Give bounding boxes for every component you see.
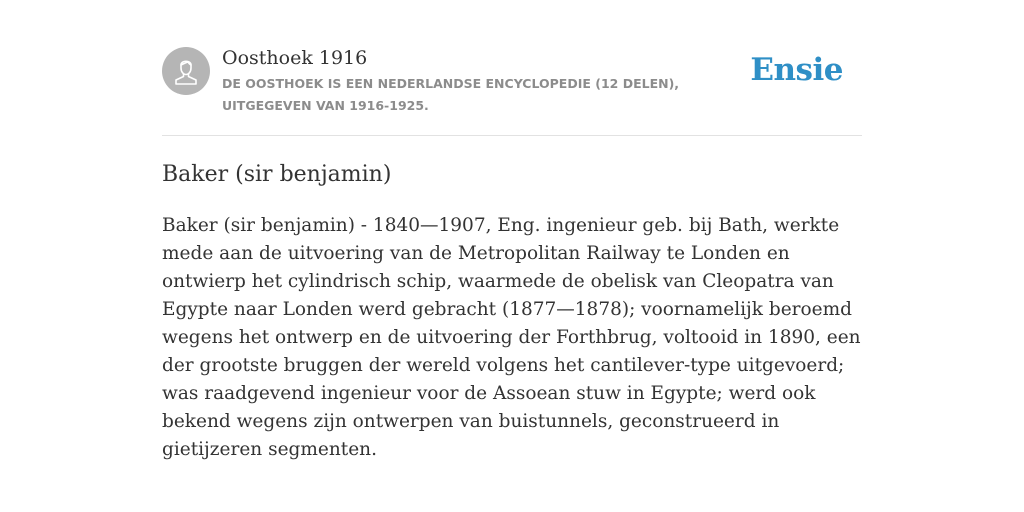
entry-body: Baker (sir benjamin) - 1840—1907, Eng. ingenieur geb. bij Bath, werkte mede aan de uitvoering van de Metropolitan Railway te Londen en ontwierp het cylindrisch schip, waarmede de obelisk van Cleopatra van Egypte naar Londen werd gebracht (1877—1878); voornamelijk beroemd wegens het ontwerp en de uitvoering der Forthbrug, voltooid in 1890, een der grootste bruggen der wereld volgens het cantilever-type uitgevoerd; was raadgevend ingenieur voor de Assoean stuw in Egypte; werd ook bekend wegens zijn ontwerpen van buistunnels, geconstrueerd in gietijzeren segmenten. [162, 215, 861, 460]
source-header [162, 44, 862, 120]
divider [162, 135, 862, 136]
source-description: DE OOSTHOEK IS EEN NEDERLANDSE ENCYCLOPEDIE (12 DELEN), UITGEGEVEN VAN 1916-1925. [222, 76, 680, 113]
source-title[interactable]: Oosthoek 1916 [222, 47, 368, 69]
user-silhouette-icon [173, 56, 199, 86]
entry-title: Baker (sir benjamin) [162, 162, 392, 187]
ensie-logo[interactable]: Ensie [750, 52, 843, 88]
avatar [162, 47, 210, 95]
